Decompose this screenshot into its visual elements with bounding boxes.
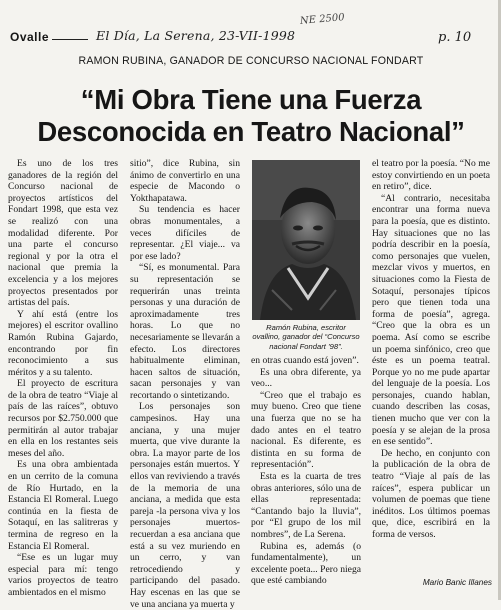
paragraph: Esta es la cuarta de tres obras anteriores, sólo una de ellas representada: “Cantando bajo la lluvia”, por “El grupo de los mil nombres”, de La Serena. (251, 470, 361, 540)
paragraph: “Creo que el trabajo es muy bueno. Creo que tiene una fuerza que no se ha dado antes en el teatro nacional. Es diferente, es distinta en su forma de representación”. (251, 389, 361, 471)
paragraph: “Ese es un lugar muy especial para mí: tengo varios proyectos de teatro ambientados en el mismo (8, 552, 118, 598)
article-kicker: RAMON RUBINA, GANADOR DE CONCURSO NACIONAL FONDART (78, 55, 424, 67)
author-byline: Mario Banic Illanes (422, 578, 492, 587)
article-column-2 (130, 158, 240, 610)
paragraph: el teatro por la poesía. “No me estoy convirtiendo en un poeta en retiro”, dice. (372, 158, 490, 193)
paragraph: Su tendencia es hacer obras monumentales, a veces difíciles de representar. ¿El viaje... va por ese lado? (130, 204, 240, 262)
headline-line-2: Desconocida en Teatro Nacional” (37, 116, 465, 147)
handwritten-margin-note: NE 2500 (299, 12, 346, 27)
photo-caption: Ramón Rubina, escritor ovallino, ganador del “Concurso nacional Fondart ’98”. (252, 323, 360, 351)
section-underline (52, 39, 88, 40)
paragraph: sitio”, dice Rubina, sin ánimo de convertirlo en una especie de Macondo o Yokthapatawa. (130, 158, 240, 204)
handwritten-source: El Día, La Serena, 23-VII-1998 (96, 28, 296, 43)
article-column-3 (251, 355, 361, 587)
paragraph: Es una obra ambientada en un cerrito de la comuna de Río Hurtado, en la Estancia El Romeral. Luego continúa en la fiesta de Sotaquí, en las salitreras y termina de regreso en la Estancia El Romeral. (8, 459, 118, 552)
paragraph: “Sí, es monumental. Para su representación se requerirán unas treinta personas y una duración de aproximadamente tres horas. Lo que no necesariamente se llevarán a efecto. Los directores habitualmente eliminan, hacen saltos de situación, sacan personajes y van recortando o sintetizando. (130, 262, 240, 401)
article-headline (6, 84, 496, 148)
paragraph: Los personajes son campesinos. Hay una anciana, y una mujer muerta, que vive durante la obra. La mayor parte de los personajes están muertos. Y ellos van reviviendo a través de la memoria de una anciana, a medida que esta pareja -la persona viva y los personajes muertos- recuerdan a esa anciana que está a su vez muriendo en un cerro, y van retrocediendo y participando del pasado. Hay escenas en las que se ve una anciana ya muerta y (130, 401, 240, 610)
portrait-photo-icon (252, 160, 360, 320)
handwritten-page-number: p. 10 (438, 30, 472, 45)
paragraph: en otras cuando está joven”. (251, 355, 359, 366)
portrait-photo (252, 160, 360, 320)
paragraph: Es uno de los tres ganadores de la región del Concurso nacional de proyectos artísticos del Fondart 1998, que esta vez se realizó con una modalidad diferente. Por una parte el concurso regional y por la otra el nacional que premia la excelencia y a los mejores proyectos presentados por artistas del país. (8, 158, 118, 309)
paragraph: Es una obra diferente, ya veo... (251, 366, 361, 390)
paragraph: Rubina es, además (o fundamentalmente), un excelente poeta... Pero niega que esté cambiando (251, 540, 361, 587)
paragraph: Y ahí está (entre los mejores) el escritor ovallino Ramón Rubina Gajardo, encontrando por fin reconocimiento a sus méritos y a su talento. (8, 308, 118, 378)
headline-line-1: “Mi Obra Tiene una Fuerza (80, 84, 422, 115)
article-column-1 (8, 158, 118, 599)
article-column-4 (372, 158, 490, 541)
paragraph: “Al contrario, necesitaba encontrar una forma nueva para la poesía, que es distinto. Hay situaciones que no las podría describir en la poesía, como personajes que vuelen, mezclar vivos y muertos, en situaciones como la Fiesta de Sotaquí, personajes típicos pero que tienen toda una forma de poesía”, agrega. “Creo que la obra es un poema. Así como se escribe un poema sinfónico, creo que éste es un poema teatral. Porque yo no me pude apartar del lenguaje de la poesía. Los personajes, cuando hablan, cuando describen las cosas, tienen mucho que ver con la poesía y se alejan de la prosa en ese sentido”. (372, 192, 490, 448)
paragraph: El proyecto de escritura de la obra de teatro “Viaje al país de las raíces”, obtuvo recursos por $2.750.000 que permitirán al autor trabajar en ella en los restantes seis meses del año. (8, 378, 118, 459)
paragraph: De hecho, en conjunto con la publicación de la obra de teatro “Viaje al país de las raíces”, espera publicar un volumen de poemas que tiene inéditos. Los últimos poemas que, dice, escribirá en la forma de versos. (372, 447, 490, 540)
section-name: Ovalle (10, 30, 50, 44)
